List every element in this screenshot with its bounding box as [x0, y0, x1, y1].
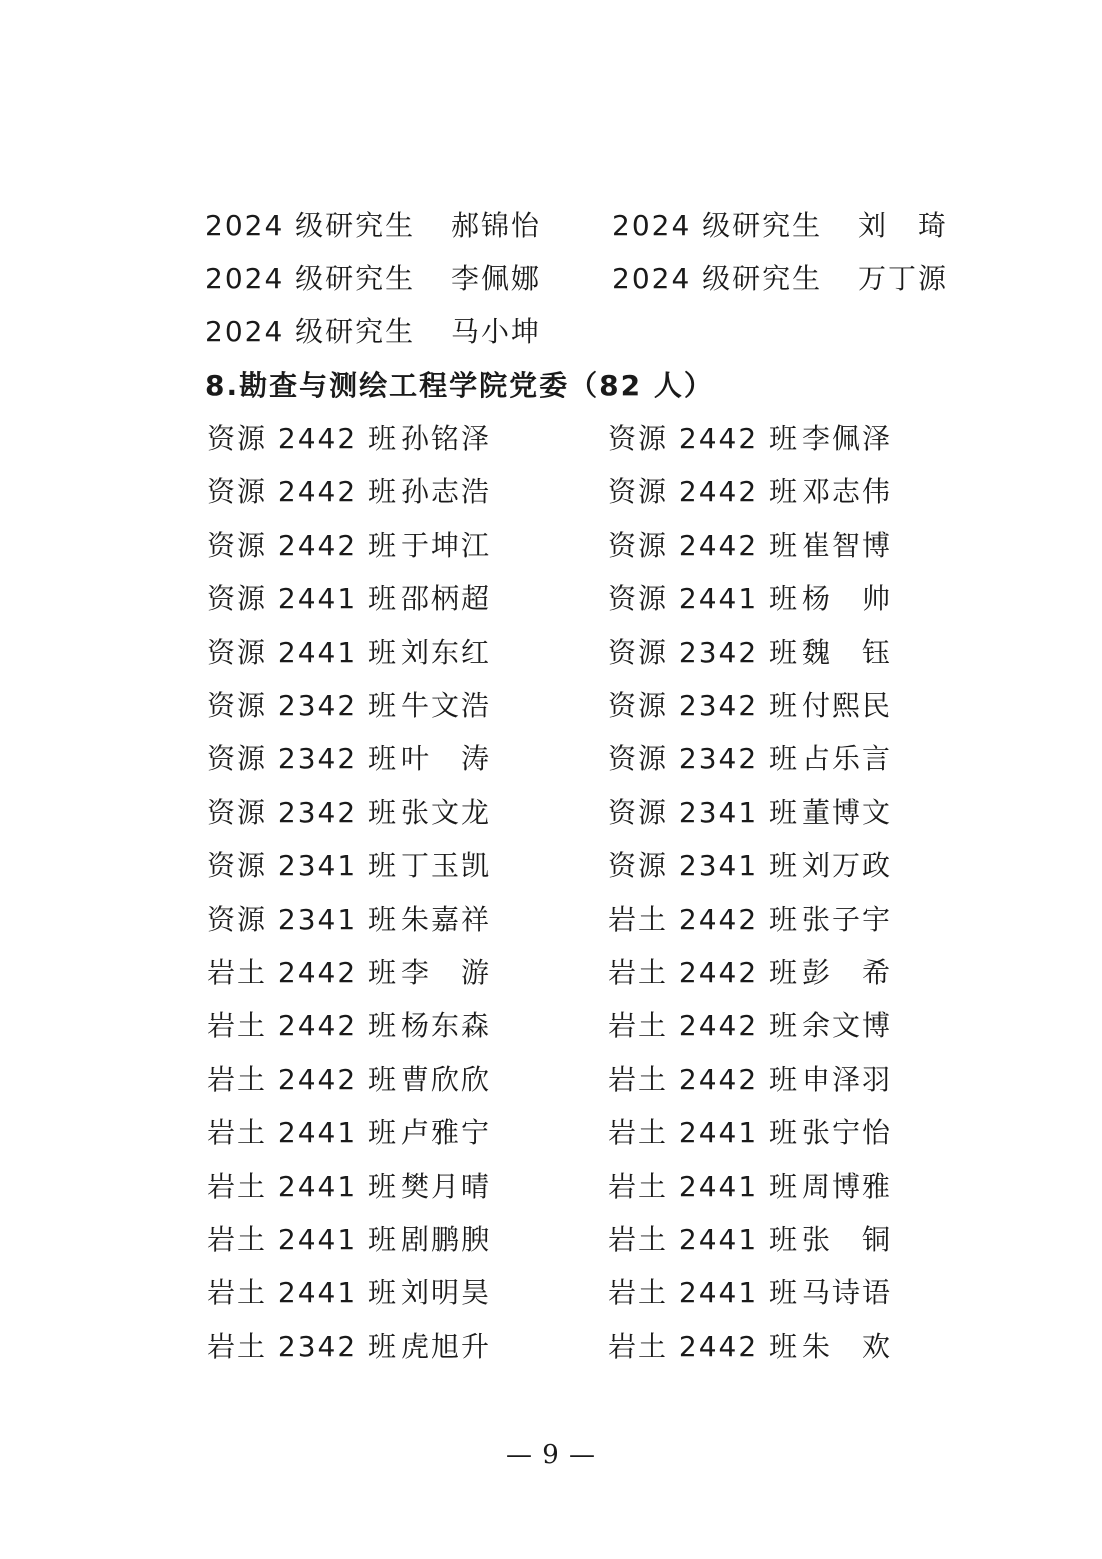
roster-entry: [207, 680, 491, 732]
roster-entry: [608, 1321, 892, 1373]
entry-class: 资源 2342 班: [608, 636, 800, 669]
entry-name: 申泽羽: [802, 1063, 893, 1096]
entry-name: 李佩娜: [450, 262, 541, 295]
entry-name: 刘万政: [802, 849, 893, 882]
entry-class: 岩土 2441 班: [608, 1116, 800, 1149]
entry-name: 崔智博: [802, 529, 893, 562]
roster-entry: [207, 1054, 491, 1106]
entry-class: 资源 2442 班: [608, 475, 800, 508]
entry-class: 岩土 2441 班: [608, 1276, 800, 1309]
entry-class: 岩土 2441 班: [207, 1116, 399, 1149]
entry-name: 张文龙: [401, 796, 492, 829]
entry-class: 资源 2441 班: [608, 582, 800, 615]
entry-class: 2024 级研究生: [205, 315, 416, 348]
entry-class: 资源 2341 班: [207, 849, 399, 882]
entry-name: 于坤江: [401, 529, 492, 562]
roster-entry: [207, 894, 491, 946]
roster-entry: [207, 840, 491, 892]
entry-class: 岩土 2442 班: [608, 1330, 800, 1363]
entry-name: 叶 涛: [401, 742, 492, 775]
roster-entry: [608, 733, 892, 785]
roster-entry: [608, 627, 892, 679]
entry-class: 资源 2341 班: [608, 796, 800, 829]
roster-entry: [207, 1000, 491, 1052]
entry-name: 孙志浩: [401, 475, 492, 508]
roster-entry: [207, 1107, 491, 1159]
entry-class: 资源 2342 班: [207, 796, 399, 829]
entry-name: 曹欣欣: [401, 1063, 492, 1096]
entry-class: 资源 2442 班: [608, 529, 800, 562]
roster-entry: [207, 413, 491, 465]
entry-name: 董博文: [802, 796, 893, 829]
entry-class: 资源 2442 班: [207, 422, 399, 455]
entry-class: 资源 2342 班: [207, 689, 399, 722]
roster-entry: [608, 840, 892, 892]
roster-entry: [608, 1054, 892, 1106]
entry-name: 孙铭泽: [401, 422, 492, 455]
entry-class: 岩土 2442 班: [608, 1009, 800, 1042]
roster-entry: [608, 573, 892, 625]
roster-entry: [608, 1214, 892, 1266]
roster-entry: [608, 894, 892, 946]
entry-name: 张宁怡: [802, 1116, 893, 1149]
roster-entry: [207, 1321, 491, 1373]
entry-name: 周博雅: [802, 1170, 893, 1203]
roster-entry: [207, 466, 491, 518]
entry-class: 2024 级研究生: [612, 262, 823, 295]
roster-entry: [207, 520, 491, 572]
entry-name: 朱嘉祥: [401, 903, 492, 936]
roster-entry: [207, 573, 491, 625]
roster-entry: [207, 787, 491, 839]
entry-class: 资源 2441 班: [207, 636, 399, 669]
entry-class: 岩土 2442 班: [608, 1063, 800, 1096]
roster-entry: [608, 947, 892, 999]
entry-class: 岩土 2442 班: [608, 903, 800, 936]
roster-entry: [608, 1107, 892, 1159]
entry-name: 李 游: [401, 956, 492, 989]
entry-name: 马诗语: [802, 1276, 893, 1309]
roster-entry: [608, 1000, 892, 1052]
entry-class: 岩土 2442 班: [207, 1063, 399, 1096]
entry-class: 资源 2342 班: [608, 689, 800, 722]
entry-name: 付熙民: [802, 689, 893, 722]
entry-name: 虎旭升: [401, 1330, 492, 1363]
roster-entry: [608, 1267, 892, 1319]
grad-entry: [205, 253, 541, 305]
roster-entry: [608, 1161, 892, 1213]
entry-class: 岩土 2441 班: [608, 1170, 800, 1203]
entry-name: 朱 欢: [802, 1330, 893, 1363]
entry-class: 2024 级研究生: [612, 209, 823, 242]
entry-name: 魏 钰: [802, 636, 893, 669]
entry-name: 卢雅宁: [401, 1116, 492, 1149]
grad-entry: [612, 200, 948, 252]
entry-class: 岩土 2441 班: [207, 1170, 399, 1203]
entry-class: 资源 2341 班: [608, 849, 800, 882]
roster-entry: [207, 1267, 491, 1319]
entry-name: 樊月晴: [401, 1170, 492, 1203]
entry-class: 资源 2442 班: [207, 529, 399, 562]
entry-name: 杨东森: [401, 1009, 492, 1042]
roster-entry: [207, 1161, 491, 1213]
entry-class: 岩土 2442 班: [608, 956, 800, 989]
entry-name: 张子宇: [802, 903, 893, 936]
grad-entry: [205, 200, 541, 252]
entry-class: 资源 2342 班: [207, 742, 399, 775]
roster-entry: [207, 627, 491, 679]
entry-name: 余文博: [802, 1009, 893, 1042]
entry-class: 岩土 2441 班: [207, 1276, 399, 1309]
entry-class: 资源 2442 班: [608, 422, 800, 455]
roster-entry: [608, 466, 892, 518]
entry-class: 岩土 2441 班: [608, 1223, 800, 1256]
entry-class: 2024 级研究生: [205, 262, 416, 295]
entry-class: 岩土 2342 班: [207, 1330, 399, 1363]
roster-entry: [608, 520, 892, 572]
entry-name: 杨 帅: [802, 582, 893, 615]
entry-name: 彭 希: [802, 956, 893, 989]
section-heading: 8.勘查与测绘工程学院党委（82 人）: [205, 369, 714, 402]
entry-class: 岩土 2441 班: [207, 1223, 399, 1256]
grad-entry: [205, 306, 541, 358]
entry-name: 李佩泽: [802, 422, 893, 455]
entry-name: 刘东红: [401, 636, 492, 669]
grad-entry: [612, 253, 948, 305]
entry-name: 刘明昊: [401, 1276, 492, 1309]
entry-class: 资源 2441 班: [207, 582, 399, 615]
entry-name: 占乐言: [802, 742, 893, 775]
entry-class: 资源 2341 班: [207, 903, 399, 936]
entry-class: 资源 2342 班: [608, 742, 800, 775]
entry-class: 资源 2442 班: [207, 475, 399, 508]
entry-name: 剧鹏腴: [401, 1223, 492, 1256]
entry-name: 牛文浩: [401, 689, 492, 722]
entry-class: 岩土 2442 班: [207, 956, 399, 989]
entry-name: 万丁源: [857, 262, 948, 295]
entry-class: 2024 级研究生: [205, 209, 416, 242]
entry-name: 马小坤: [450, 315, 541, 348]
entry-name: 丁玉凯: [401, 849, 492, 882]
roster-entry: [207, 733, 491, 785]
roster-entry: [608, 787, 892, 839]
entry-name: 郝锦怡: [450, 209, 541, 242]
roster-entry: [207, 947, 491, 999]
entry-name: 邓志伟: [802, 475, 893, 508]
roster-entry: [207, 1214, 491, 1266]
roster-entry: [608, 413, 892, 465]
entry-name: 张 铜: [802, 1223, 893, 1256]
roster-entry: [608, 680, 892, 732]
entry-name: 邵柄超: [401, 582, 492, 615]
page-number: — 9 —: [505, 1440, 597, 1470]
entry-class: 岩土 2442 班: [207, 1009, 399, 1042]
entry-name: 刘 琦: [857, 209, 948, 242]
